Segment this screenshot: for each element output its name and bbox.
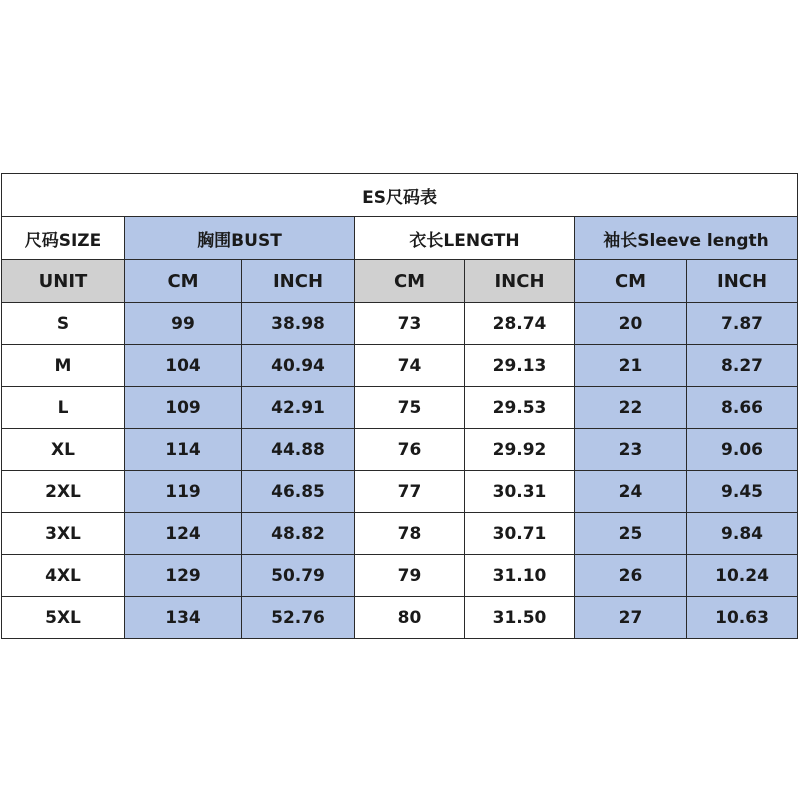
- sleeve-cm-cell: 27: [575, 597, 687, 639]
- sleeve-inch-cell: 7.87: [687, 303, 798, 345]
- bust-inch-cell: 48.82: [242, 513, 355, 555]
- sleeve-inch-cell: 8.66: [687, 387, 798, 429]
- length-header: 衣长LENGTH: [355, 217, 575, 260]
- bust-cm-header: CM: [125, 260, 242, 303]
- size-cell: 2XL: [2, 471, 125, 513]
- bust-inch-cell: 46.85: [242, 471, 355, 513]
- sleeve-cm-header: CM: [575, 260, 687, 303]
- length-inch-cell: 30.71: [465, 513, 575, 555]
- size-chart-table: [1, 173, 798, 639]
- bust-inch-cell: 40.94: [242, 345, 355, 387]
- length-cm-cell: 77: [355, 471, 465, 513]
- bust-header: 胸围BUST: [125, 217, 355, 260]
- sleeve-cm-cell: 22: [575, 387, 687, 429]
- length-cm-cell: 80: [355, 597, 465, 639]
- size-cell: S: [2, 303, 125, 345]
- sleeve-cm-cell: 25: [575, 513, 687, 555]
- sleeve-inch-cell: 10.24: [687, 555, 798, 597]
- size-cell: 5XL: [2, 597, 125, 639]
- table-row: [2, 303, 798, 345]
- bust-inch-cell: 42.91: [242, 387, 355, 429]
- sleeve-cm-cell: 24: [575, 471, 687, 513]
- title-row: [2, 174, 798, 217]
- table-row: [2, 345, 798, 387]
- sleeve-header: 袖长Sleeve length: [575, 217, 798, 260]
- length-inch-cell: 29.53: [465, 387, 575, 429]
- sleeve-inch-cell: 9.06: [687, 429, 798, 471]
- size-cell: 3XL: [2, 513, 125, 555]
- table-row: [2, 387, 798, 429]
- bust-inch-header: INCH: [242, 260, 355, 303]
- length-cm-cell: 74: [355, 345, 465, 387]
- length-inch-cell: 29.92: [465, 429, 575, 471]
- size-cell: XL: [2, 429, 125, 471]
- length-inch-cell: 31.10: [465, 555, 575, 597]
- length-cm-header: CM: [355, 260, 465, 303]
- length-inch-header: INCH: [465, 260, 575, 303]
- bust-cm-cell: 119: [125, 471, 242, 513]
- sleeve-cm-cell: 21: [575, 345, 687, 387]
- bust-cm-cell: 114: [125, 429, 242, 471]
- length-cm-cell: 78: [355, 513, 465, 555]
- unit-label: UNIT: [2, 260, 125, 303]
- bust-cm-cell: 124: [125, 513, 242, 555]
- length-inch-cell: 31.50: [465, 597, 575, 639]
- bust-cm-cell: 134: [125, 597, 242, 639]
- size-header: 尺码SIZE: [2, 217, 125, 260]
- table-row: [2, 555, 798, 597]
- sleeve-inch-cell: 9.84: [687, 513, 798, 555]
- sleeve-cm-cell: 23: [575, 429, 687, 471]
- bust-cm-cell: 109: [125, 387, 242, 429]
- bust-inch-cell: 44.88: [242, 429, 355, 471]
- bust-inch-cell: 50.79: [242, 555, 355, 597]
- length-inch-cell: 30.31: [465, 471, 575, 513]
- bust-inch-cell: 38.98: [242, 303, 355, 345]
- length-inch-cell: 29.13: [465, 345, 575, 387]
- length-cm-cell: 79: [355, 555, 465, 597]
- size-cell: L: [2, 387, 125, 429]
- unit-row: [2, 260, 798, 303]
- group-header-row: [2, 217, 798, 260]
- length-cm-cell: 76: [355, 429, 465, 471]
- length-inch-cell: 28.74: [465, 303, 575, 345]
- length-cm-cell: 73: [355, 303, 465, 345]
- table-row: [2, 471, 798, 513]
- sleeve-inch-cell: 9.45: [687, 471, 798, 513]
- bust-cm-cell: 129: [125, 555, 242, 597]
- sleeve-cm-cell: 26: [575, 555, 687, 597]
- bust-inch-cell: 52.76: [242, 597, 355, 639]
- table-row: [2, 513, 798, 555]
- table-title: ES尺码表: [2, 174, 798, 217]
- size-cell: M: [2, 345, 125, 387]
- bust-cm-cell: 104: [125, 345, 242, 387]
- sleeve-cm-cell: 20: [575, 303, 687, 345]
- table-row: [2, 597, 798, 639]
- table-row: [2, 429, 798, 471]
- size-cell: 4XL: [2, 555, 125, 597]
- sleeve-inch-header: INCH: [687, 260, 798, 303]
- sleeve-inch-cell: 8.27: [687, 345, 798, 387]
- length-cm-cell: 75: [355, 387, 465, 429]
- bust-cm-cell: 99: [125, 303, 242, 345]
- sleeve-inch-cell: 10.63: [687, 597, 798, 639]
